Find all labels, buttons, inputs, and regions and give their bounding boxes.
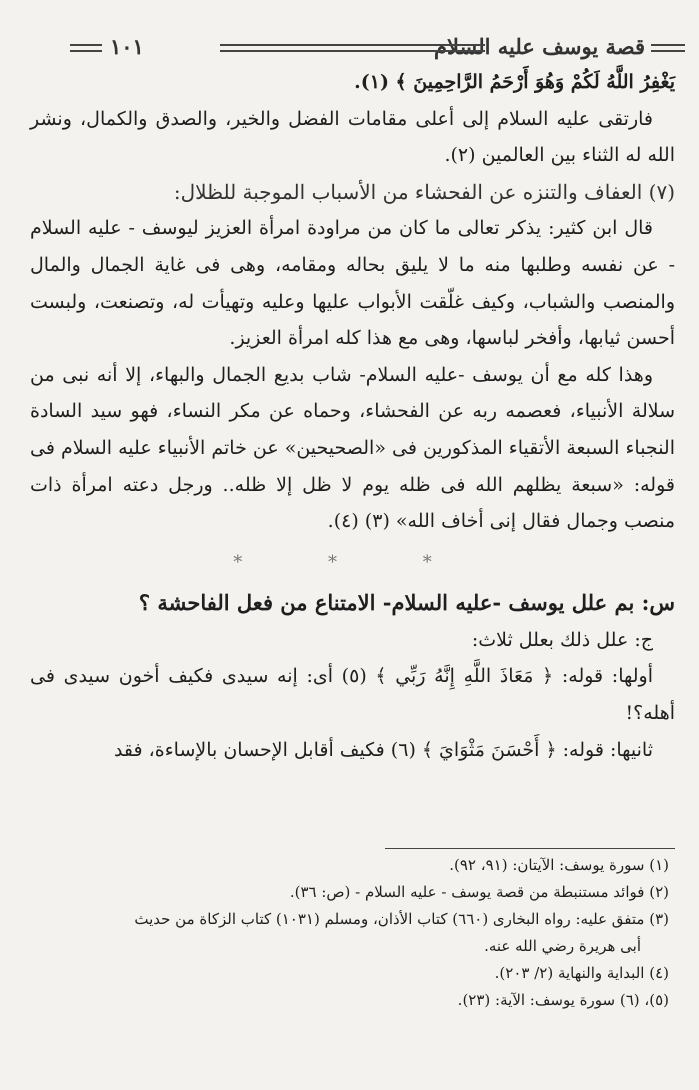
page-number: ١٠١ (110, 34, 144, 59)
paragraph: ثانيها: قوله: ﴿ أَحْسَنَ مَثْوَايَ ﴾ (٦) فكيف أقابل الإحسان بالإساءة، فقد (113, 738, 653, 761)
paragraph: فارتقى عليه السلام إلى أعلى مقامات الفضل والخير، والصدق والكمال، ونشر الله له الثناء بين العالمين (٢). (30, 107, 675, 167)
answer-intro: ج: علل ذلك بعلل ثلاث: (471, 628, 653, 651)
running-title: قصة يوسف عليه السلام (433, 34, 645, 59)
footnote-continuation: أبى هريرة رضي الله عنه. (484, 937, 641, 955)
paragraph: قال ابن كثير: يذكر تعالى ما كان من مراودة امرأة العزيز ليوسف - عليه السلام - عن نفسه وطلبها منه ما لا يليق بحاله ومقامه، وهى فى غاية الجمال والمال والمنصب والشباب، وكيف غلّقت الأبواب عليها وعليه وتهيأت له، وتصنعت، ولبست أحسن ثيابها، وأفخر لباسها، وهى مع هذا كله امرأة العزيز. (30, 217, 675, 350)
paragraph: وهذا كله مع أن يوسف -عليه السلام- شاب بديع الجمال والبهاء، إلا أنه نبى من سلالة الأنبياء، فعصمه ربه عن الفحشاء، وحماه عن مكر النساء، فهو سيد السادة النجباء السبعة الأتقياء المذكورين فى «الصحيحين» عن خاتم الأنبياء عليه السلام فى قوله: «سبعة يظلهم الله فى ظله يوم لا ظل إلا ظله.. ورجل دعته امرأة ذات منصب وجمال فقال إنى أخاف الله» (٣) (٤). (30, 363, 675, 533)
verse-line: يَغْفِرُ اللَّهُ لَكُمْ وَهُوَ أَرْحَمُ الرَّاحِمِينَ ﴾ (١). (354, 71, 675, 93)
question-heading: س: بم علل يوسف -عليه السلام- الامتناع من فعل الفاحشة ؟ (138, 589, 675, 615)
section-heading: (٧) العفاف والتنزه عن الفحشاء من الأسباب الموجبة للظلال: (173, 179, 675, 204)
header-rule-right (651, 44, 685, 52)
main-text (30, 64, 675, 768)
header-rule-left (70, 44, 102, 52)
footnote: (٢) فوائد مستنبطة من قصة يوسف - عليه السلام - (ص: ٣٦). (289, 883, 669, 901)
footnotes (30, 852, 669, 1014)
header-rule-middle (220, 44, 485, 52)
footnote: (٥)، (٦) سورة يوسف: الآية: (٢٣). (457, 991, 669, 1009)
page-header (70, 34, 685, 60)
footnote-rule (385, 848, 675, 849)
footnote: (١) سورة يوسف: الآيتان: (٩١، ٩٢). (449, 856, 669, 874)
section-divider-stars: * * * (233, 551, 472, 573)
footnote: (٤) البداية والنهاية (٢/ ٢٠٣). (494, 964, 669, 982)
paragraph: أولها: قوله: ﴿ مَعَاذَ اللَّهِ إِنَّهُ رَبِّي ﴾ (٥) أى: إنه سيدى فكيف أخون سيدى فى أهله؟! (30, 665, 675, 724)
footnote: (٣) متفق عليه: رواه البخارى (٦٦٠) كتاب الأذان، ومسلم (١٠٣١) كتاب الزكاة من حديث (134, 910, 669, 928)
